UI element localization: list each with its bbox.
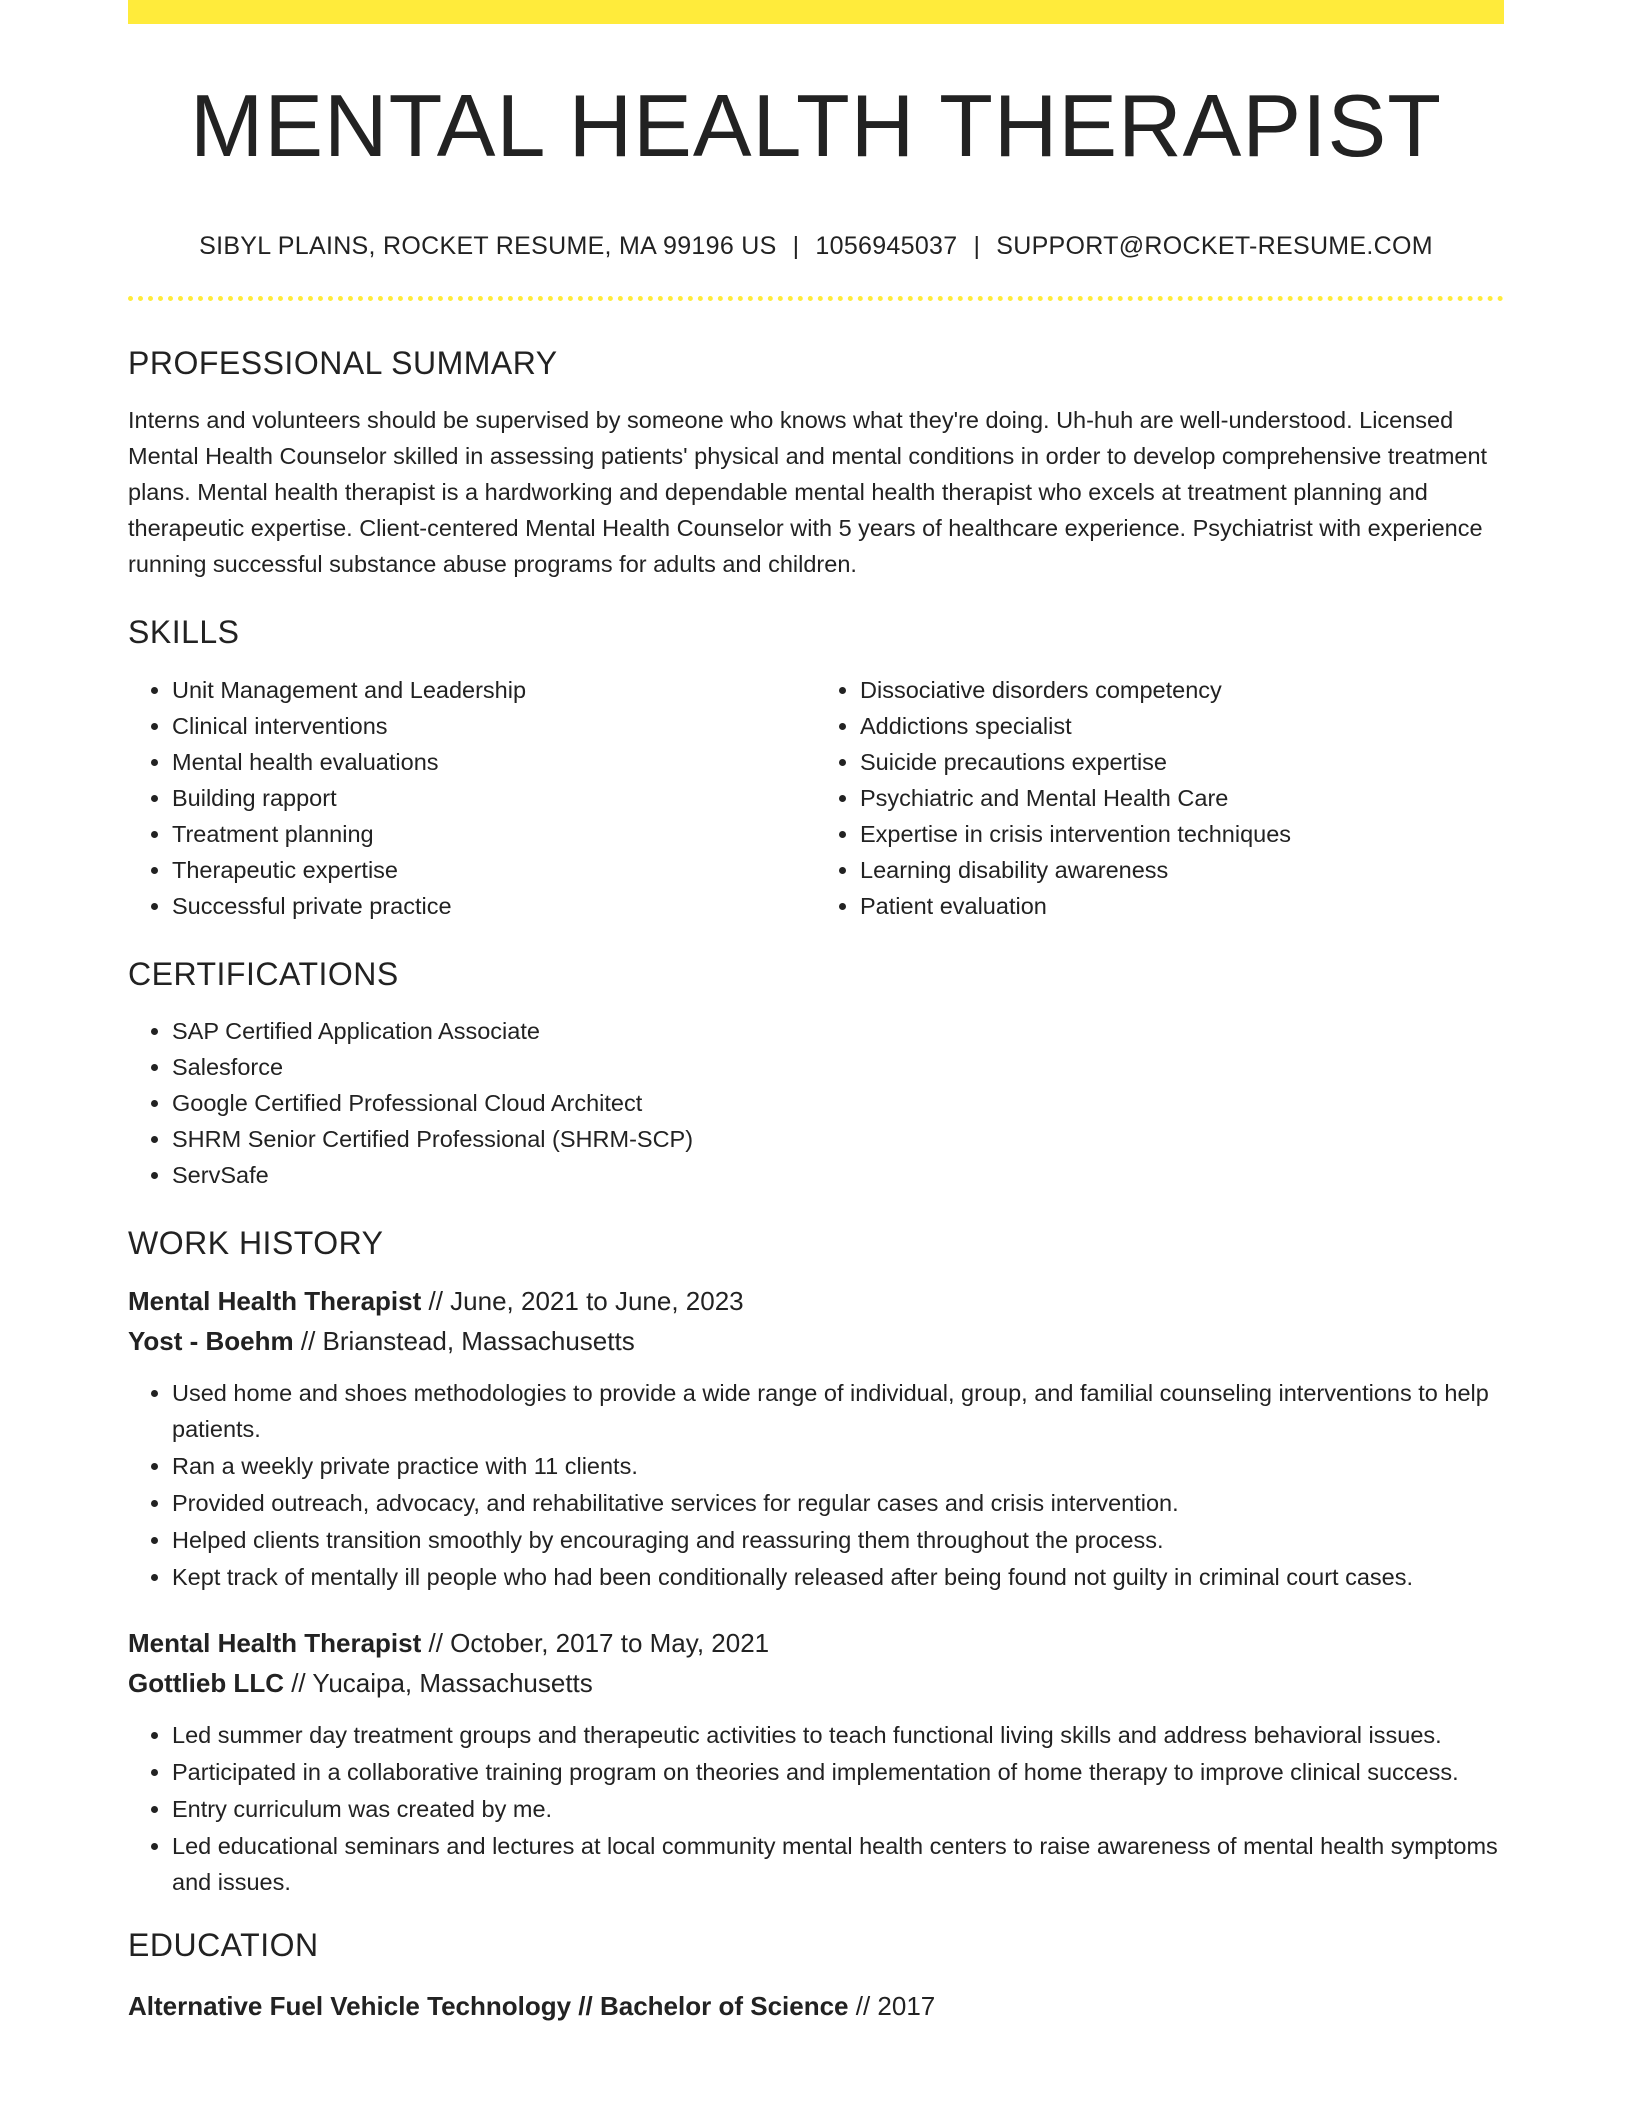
job-duty: • Provided outreach, advocacy, and rehabilitative services for regular cases and crisis intervention.: [172, 1485, 1504, 1521]
skills-list-right: [816, 672, 1504, 924]
job-company-line: [128, 1663, 1504, 1703]
job-dates: // October, 2017 to May, 2021: [421, 1627, 770, 1658]
certifications-list: [128, 1013, 1504, 1193]
job-duty: • Participated in a collaborative training program on theories and implementation of home therapy to improve clinical success.: [172, 1754, 1504, 1790]
job-entry: [128, 1281, 1504, 1595]
skill-item: • Expertise in crisis intervention techniques: [860, 816, 1504, 852]
candidate-title: MENTAL HEALTH THERAPIST: [190, 76, 1442, 175]
education-year: // 2017: [848, 1990, 936, 2021]
job-duty: • Entry curriculum was created by me.: [172, 1791, 1504, 1827]
job-duty: • Led educational seminars and lectures at local community mental health centers to raise awareness of mental health symptoms and issues.: [172, 1828, 1504, 1900]
skill-item: • Psychiatric and Mental Health Care: [860, 780, 1504, 816]
skill-item: • Clinical interventions: [172, 708, 816, 744]
phone: 1056945037: [815, 232, 958, 260]
email-link[interactable]: SUPPORT@ROCKET-RESUME.COM: [996, 232, 1433, 260]
address: SIBYL PLAINS, ROCKET RESUME, MA 99196 US: [199, 232, 777, 260]
skills-columns: [128, 652, 1504, 924]
education-entry: [128, 1986, 1504, 2026]
certification-item: • ServSafe: [172, 1157, 1504, 1193]
resume-page: [128, 0, 1504, 2026]
job-duty: • Led summer day treatment groups and therapeutic activities to teach functional living skills and address behavioral issues.: [172, 1717, 1504, 1753]
skill-item: • Treatment planning: [172, 816, 816, 852]
contact-line: [128, 232, 1504, 261]
job-role-line: [128, 1623, 1504, 1663]
skill-item: • Patient evaluation: [860, 888, 1504, 924]
certification-item: • Salesforce: [172, 1049, 1504, 1085]
job-duty: • Ran a weekly private practice with 11 clients.: [172, 1448, 1504, 1484]
education-heading: EDUCATION: [128, 1926, 319, 1963]
skills-list-left: [128, 672, 816, 924]
job-duty: • Helped clients transition smoothly by encouraging and reassuring them throughout the process.: [172, 1522, 1504, 1558]
skill-item: • Building rapport: [172, 780, 816, 816]
separator: |: [973, 232, 981, 260]
education-degree: Alternative Fuel Vehicle Technology // Bachelor of Science: [128, 1990, 849, 2021]
job-company: Yost - Boehm: [128, 1325, 294, 1356]
certification-item: • SHRM Senior Certified Professional (SHRM-SCP): [172, 1121, 1504, 1157]
job-role-line: [128, 1281, 1504, 1321]
job-entry: [128, 1623, 1504, 1900]
certification-item: • Google Certified Professional Cloud Architect: [172, 1085, 1504, 1121]
summary-heading: PROFESSIONAL SUMMARY: [128, 345, 558, 381]
job-role: Mental Health Therapist: [128, 1627, 422, 1658]
skill-item: • Dissociative disorders competency: [860, 672, 1504, 708]
skill-item: • Mental health evaluations: [172, 744, 816, 780]
certification-item: • SAP Certified Application Associate: [172, 1013, 1504, 1049]
work-history-heading: WORK HISTORY: [128, 1225, 384, 1262]
accent-bar: [128, 0, 1504, 24]
skill-item: • Suicide precautions expertise: [860, 744, 1504, 780]
skill-item: • Unit Management and Leadership: [172, 672, 816, 708]
job-duty: • Kept track of mentally ill people who had been conditionally released after being found not guilty in criminal court cases.: [172, 1559, 1504, 1595]
summary-text: Interns and volunteers should be supervised by someone who knows what they're doing. Uh-huh are well-understood. Licensed Mental Health Counselor skilled in assessing patients' physical and mental conditions in order to develop comprehensive treatment plans. Mental health therapist is a hardworking and dependable mental health therapist who excels at treatment planning and therapeutic expertise. Client-centered Mental Health Counselor with 5 years of healthcare experience. Psychiatrist with experience running successful substance abuse programs for adults and children.: [128, 407, 1488, 578]
job-duties-list: [128, 1717, 1504, 1900]
job-location: // Brianstead, Massachusetts: [293, 1325, 635, 1356]
job-location: // Yucaipa, Massachusetts: [283, 1667, 593, 1698]
skill-item: • Learning disability awareness: [860, 852, 1504, 888]
job-dates: // June, 2021 to June, 2023: [421, 1285, 744, 1316]
skill-item: • Successful private practice: [172, 888, 816, 924]
skill-item: • Addictions specialist: [860, 708, 1504, 744]
skills-heading: SKILLS: [128, 614, 240, 651]
job-duties-list: [128, 1375, 1504, 1595]
certifications-heading: CERTIFICATIONS: [128, 955, 399, 992]
dotted-divider: [128, 296, 1504, 301]
job-role: Mental Health Therapist: [128, 1285, 422, 1316]
job-company-line: [128, 1321, 1504, 1361]
skill-item: • Therapeutic expertise: [172, 852, 816, 888]
separator: |: [792, 232, 800, 260]
job-duty: • Used home and shoes methodologies to provide a wide range of individual, group, and familial counseling interventions to help patients.: [172, 1375, 1504, 1447]
job-company: Gottlieb LLC: [128, 1667, 284, 1698]
